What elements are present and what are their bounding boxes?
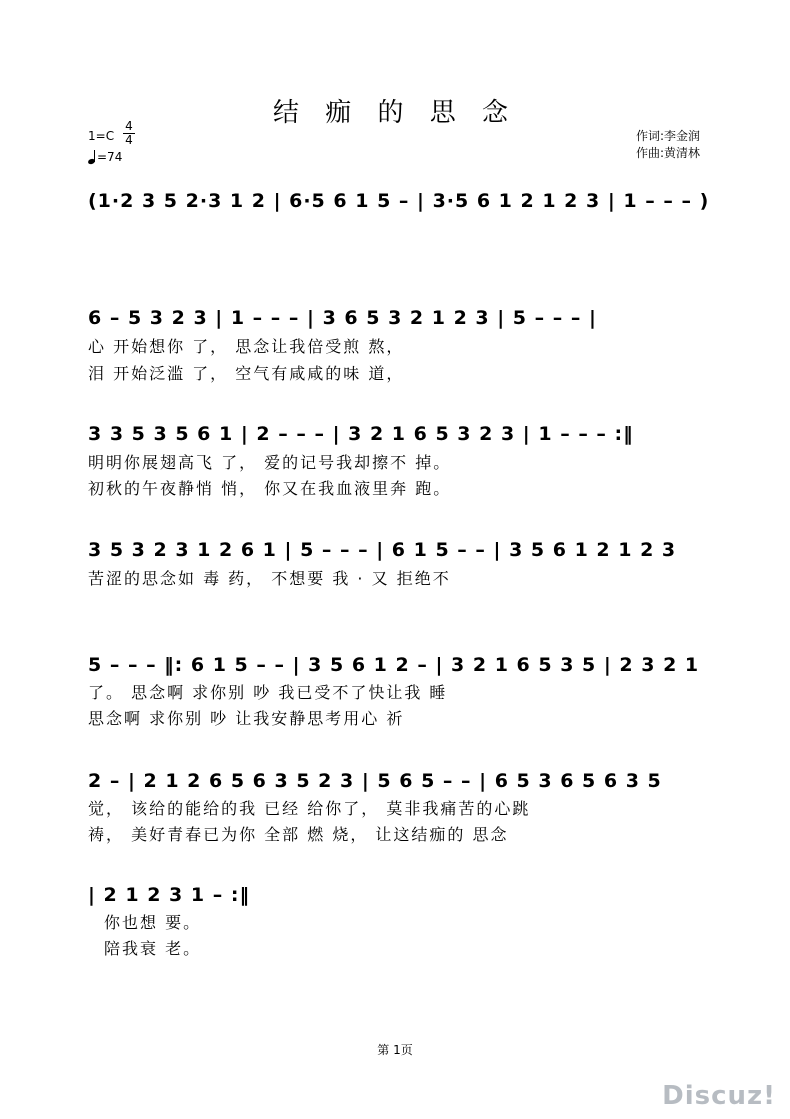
lyric-verse-2: 祷， 美好青春已为你 全部 燃 烧， 让这结痂的 思念 [88,825,509,844]
watermark-logo [662,1081,776,1111]
notation-line: (1·2 3 5 2·3 1 2 | 6·5 6 1 5 – | 3·5 6 1 2 1 2 3 | 1 – – – ) [88,190,710,212]
notation-line: | 2 1 2 3 1 – :‖ [88,884,250,906]
lyric-verse-1: 心 开始想你 了， 思念让我倍受煎 熬， [88,337,405,356]
page-number: 第 1页 [377,1043,413,1057]
composer-credit: 作曲:黄清林 [636,146,701,160]
notation-line: 6 – 5 3 2 3 | 1 – – – | 3 6 5 3 2 1 2 3 | 5 – – – | [88,307,597,329]
watermark-text: Discuz! [662,1081,776,1111]
lyric-verse-2: 泪 开始泛滥 了， 空气有咸咸的味 道， [88,364,405,383]
lyric-verse-2: 初秋的午夜静悄 悄， 你又在我血液里奔 跑。 [88,479,452,498]
lyric-verse-2: 思念啊 求你别 吵 让我安静思考用心 祈 [88,709,405,728]
lyric-verse-1: 了。 思念啊 求你别 吵 我已受不了快让我 睡 [88,683,448,702]
lyric-verse-1: 苦涩的思念如 毒 药， 不想要 我 · 又 拒绝不 [88,569,451,588]
key-signature: 1=C [88,129,115,143]
lyric-verse-2: 陪我衰 老。 [104,939,202,958]
lyricist-credit: 作词:李金润 [636,129,701,143]
tempo-marking [88,150,122,164]
lyric-verse-1: 觉， 该给的能给的我 已经 给你了， 莫非我痛苦的心跳 [88,799,531,818]
notation-line: 2 – | 2 1 2 6 5 6 3 5 2 3 | 5 6 5 – – | 6 5 3 6 5 6 3 5 [88,770,662,792]
lyric-verse-1: 你也想 要。 [104,913,202,932]
notation-line: 5 – – – ‖: 6 1 5 – – | 3 5 6 1 2 – | 3 2 1 6 5 3 5 | 2 3 2 1 [88,654,700,676]
tempo-value: =74 [97,150,123,164]
notation-line: 3 5 3 2 3 1 2 6 1 | 5 – – – | 6 1 5 – – | 3 5 6 1 2 1 2 3 [88,539,677,561]
notation-line: 3 3 5 3 5 6 1 | 2 – – – | 3 2 1 6 5 3 2 3 | 1 – – – :‖ [88,423,634,445]
time-signature-top: 4 [125,119,133,133]
time-signature-bottom: 4 [123,133,135,147]
time-signature [123,120,135,147]
lyric-verse-1: 明明你展翅高飞 了， 爱的记号我却擦不 掉。 [88,453,452,472]
quarter-note-icon [88,150,97,164]
song-title: 结 痂 的 思 念 [272,98,518,128]
